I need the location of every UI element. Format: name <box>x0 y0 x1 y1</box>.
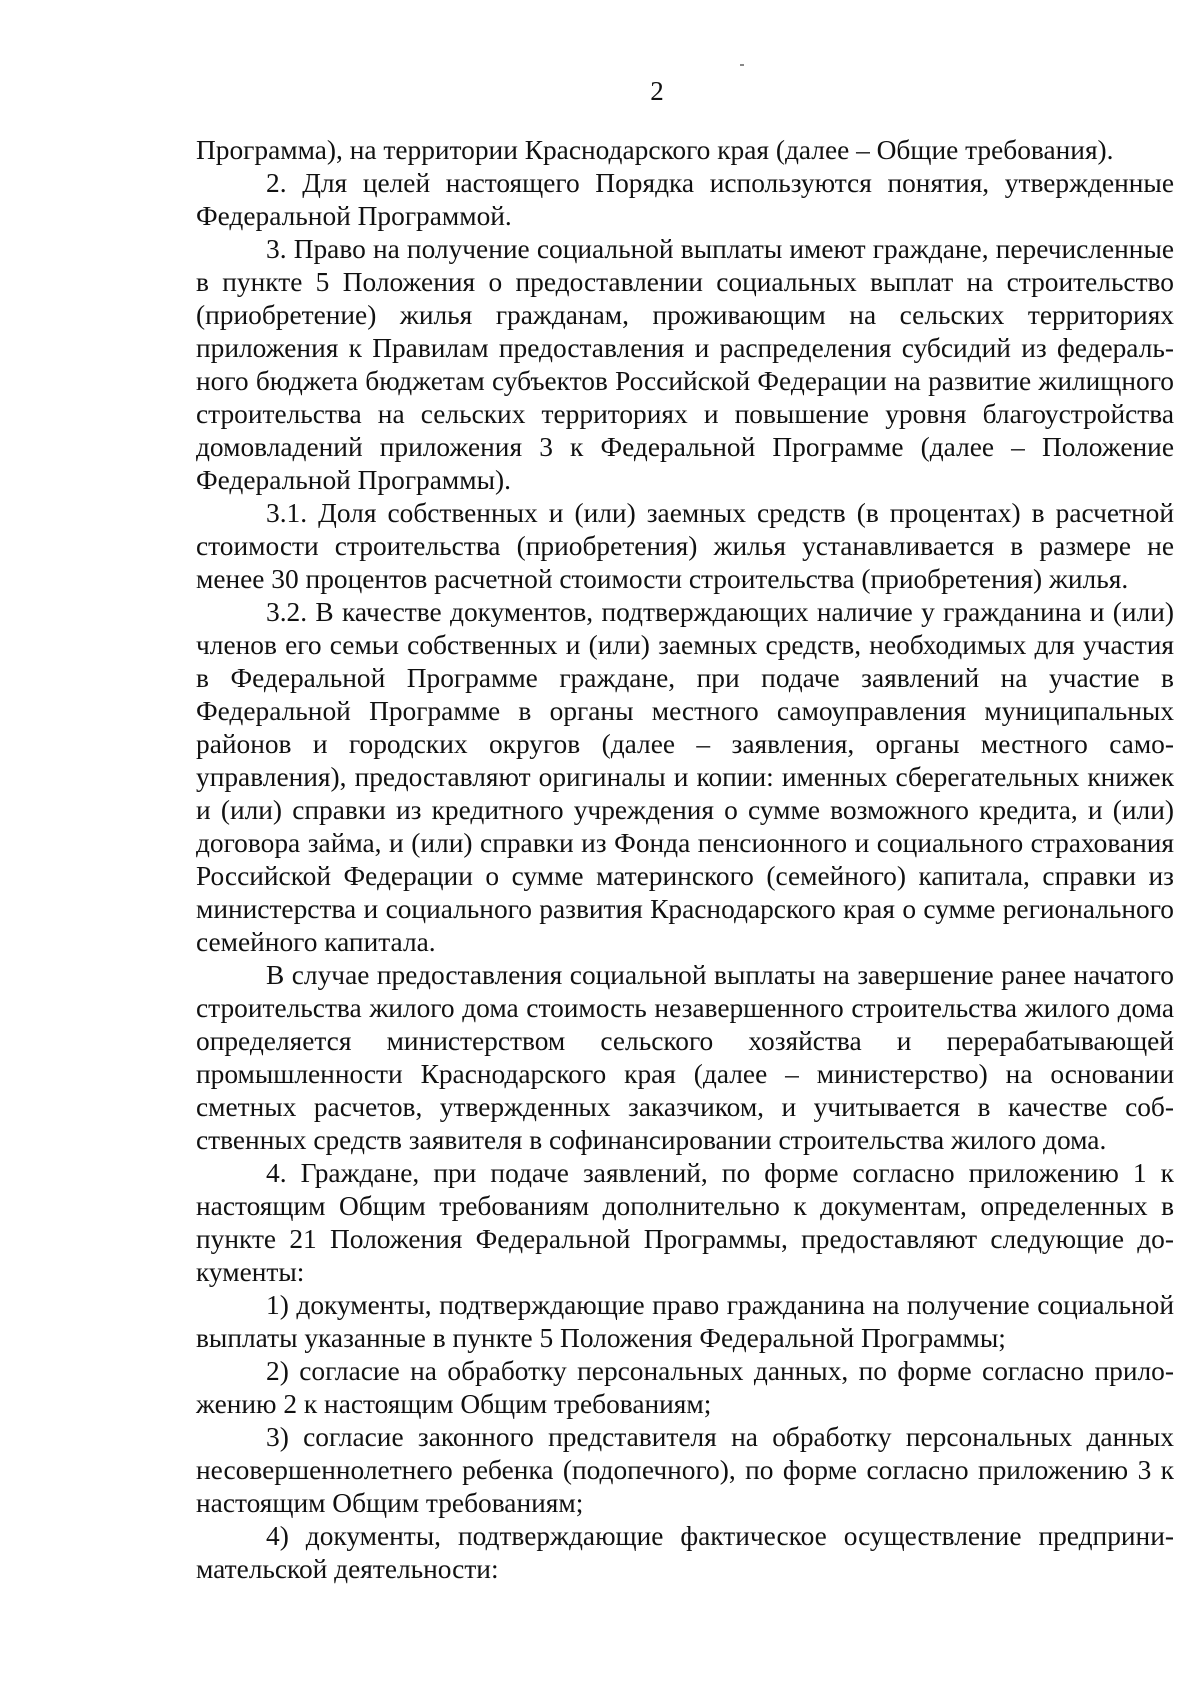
paragraph-3-2: 3.2. В качестве документов, подтверждающих наличие у гражданина и (или) членов его семьи собственных и (или) заемных средств, необходимых для участия в Федеральной Программе граждане, при подаче заявлений на участие в Федеральной Программе в органы местного самоуправления муниципальных районов и городских округов (далее – заявления, органы местного самоуправления), предоставляют оригиналы и копии: именных сберегательных книжек и (или) справки из кредитного учреждения о сумме возможного кредита, и (или) договора займа, и (или) справки из Фонда пенсионного и социального страхования Российской Федерации о сумме материнского (семейного) капитала, справки из министерства и социального развития Краснодарского края о сумме регионального семейного капитала. <box>196 597 1174 957</box>
document-body <box>196 134 1174 1586</box>
scan-mark <box>740 64 744 66</box>
list-item-3: 3) согласие законного представителя на обработку персональных данных несовершеннолетнего ребенка (подопечного), по форме согласно приложению 3 к настоящим Общим требованиям; <box>196 1422 1174 1518</box>
list-item-1: 1) документы, подтверждающие право гражданина на получение социальной выплаты указанные в пункте 5 Положения Федеральной Программы; <box>196 1290 1174 1353</box>
list-item-4: 4) документы, подтверждающие фактическое осуществление предпринимательской деятельности: <box>196 1521 1174 1584</box>
paragraph-continuation: Программа), на территории Краснодарского края (далее – Общие требования). <box>196 135 1114 165</box>
paragraph-unfinished-construction: В случае предоставления социальной выплаты на завершение ранее начатого строительства жилого дома стоимость незавершенного строительства жилого дома определяется министерством сельского хозяйства и перерабатывающей промышленности Краснодарского края (далее – министерство) на основании сметных расчетов, утвержденных заказчиком, и учитывается в качестве собственных средств заявителя в софинансировании строительства жилого дома. <box>196 960 1174 1155</box>
paragraph-2: 2. Для целей настоящего Порядка используются понятия, утвержденные Федеральной Программой. <box>196 168 1174 231</box>
paragraph-4: 4. Граждане, при подаче заявлений, по форме согласно приложению 1 к настоящим Общим требованиям дополнительно к документам, определенных в пункте 21 Положения Федеральной Программы, предоставляют следующие документы: <box>196 1158 1174 1287</box>
page-number: 2 <box>650 76 664 106</box>
paragraph-3-1: 3.1. Доля собственных и (или) заемных средств (в процентах) в расчетной стоимости строительства (приобретения) жилья устанавливается в размере не менее 30 процентов расчетной стоимости строительства (приобретения) жилья. <box>196 498 1174 594</box>
list-item-2: 2) согласие на обработку персональных данных, по форме согласно приложению 2 к настоящим Общим требованиям; <box>196 1356 1174 1419</box>
paragraph-3: 3. Право на получение социальной выплаты имеют граждане, перечисленные в пункте 5 Положения о предоставлении социальных выплат на строительство (приобретение) жилья гражданам, проживающим на сельских территориях приложения к Правилам предоставления и распределения субсидий из федерального бюджета бюджетам субъектов Российской Федерации на развитие жилищного строительства на сельских территориях и повышение уровня благоустройства домовладений приложения 3 к Федеральной Программе (далее – Положение Федеральной Программы). <box>196 234 1174 495</box>
